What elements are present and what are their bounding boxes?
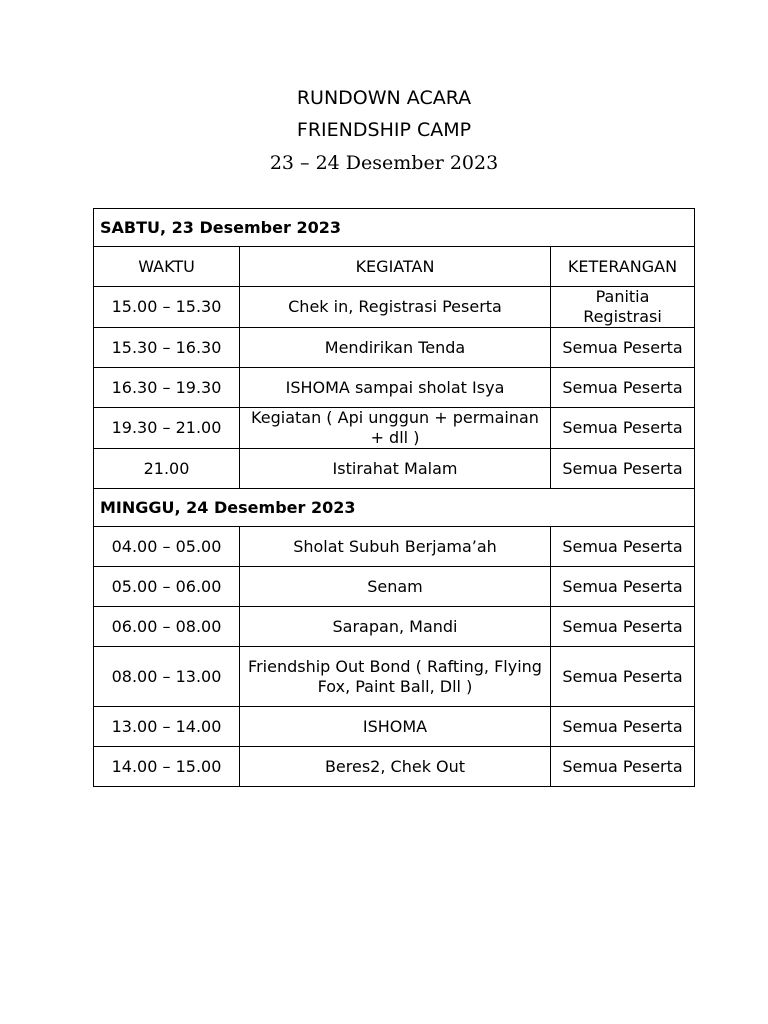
day-label: MINGGU, 24 Desember 2023	[94, 489, 695, 527]
note-cell: Semua Peserta	[551, 707, 695, 747]
activity-cell: Senam	[240, 567, 551, 607]
activity-cell: Friendship Out Bond ( Rafting, Flying Fox, Paint Ball, Dll )	[240, 647, 551, 707]
rundown-table	[93, 208, 695, 787]
table-row	[94, 449, 695, 489]
time-cell: 15.00 – 15.30	[94, 287, 240, 328]
activity-cell: Kegiatan ( Api unggun + permainan + dll )	[240, 408, 551, 449]
document-title: RUNDOWN ACARA	[296, 87, 472, 109]
note-cell: Semua Peserta	[551, 328, 695, 368]
time-cell: 08.00 – 13.00	[94, 647, 240, 707]
note-cell: Semua Peserta	[551, 368, 695, 408]
note-cell: Semua Peserta	[551, 607, 695, 647]
table-row	[94, 747, 695, 787]
note-cell: Semua Peserta	[551, 567, 695, 607]
note-cell: Semua Peserta	[551, 449, 695, 489]
note-cell: Panitia Registrasi	[551, 287, 695, 328]
time-cell: 04.00 – 05.00	[94, 527, 240, 567]
column-header-time: WAKTU	[94, 247, 240, 287]
activity-cell: ISHOMA	[240, 707, 551, 747]
table-row	[94, 647, 695, 707]
time-cell: 16.30 – 19.30	[94, 368, 240, 408]
note-cell: Semua Peserta	[551, 747, 695, 787]
table-row	[94, 567, 695, 607]
time-cell: 21.00	[94, 449, 240, 489]
note-cell: Semua Peserta	[551, 647, 695, 707]
day-header-row	[94, 489, 695, 527]
column-header-note: KETERANGAN	[551, 247, 695, 287]
activity-cell: Beres2, Chek Out	[240, 747, 551, 787]
column-header-activity: KEGIATAN	[240, 247, 551, 287]
time-cell: 15.30 – 16.30	[94, 328, 240, 368]
event-date-range: 23 – 24 Desember 2023	[269, 152, 499, 174]
event-name: FRIENDSHIP CAMP	[296, 119, 472, 141]
note-cell: Semua Peserta	[551, 408, 695, 449]
table-row	[94, 328, 695, 368]
time-cell: 14.00 – 15.00	[94, 747, 240, 787]
time-cell: 06.00 – 08.00	[94, 607, 240, 647]
table-row	[94, 368, 695, 408]
table-row	[94, 408, 695, 449]
activity-cell: Istirahat Malam	[240, 449, 551, 489]
activity-cell: Chek in, Registrasi Peserta	[240, 287, 551, 328]
day-header-row	[94, 209, 695, 247]
time-cell: 05.00 – 06.00	[94, 567, 240, 607]
note-cell: Semua Peserta	[551, 527, 695, 567]
time-cell: 19.30 – 21.00	[94, 408, 240, 449]
time-cell: 13.00 – 14.00	[94, 707, 240, 747]
table-row	[94, 707, 695, 747]
table-row	[94, 527, 695, 567]
column-header-row	[94, 247, 695, 287]
table-row	[94, 287, 695, 328]
activity-cell: Mendirikan Tenda	[240, 328, 551, 368]
day-label: SABTU, 23 Desember 2023	[94, 209, 695, 247]
activity-cell: ISHOMA sampai sholat Isya	[240, 368, 551, 408]
activity-cell: Sholat Subuh Berjama’ah	[240, 527, 551, 567]
table-row	[94, 607, 695, 647]
activity-cell: Sarapan, Mandi	[240, 607, 551, 647]
